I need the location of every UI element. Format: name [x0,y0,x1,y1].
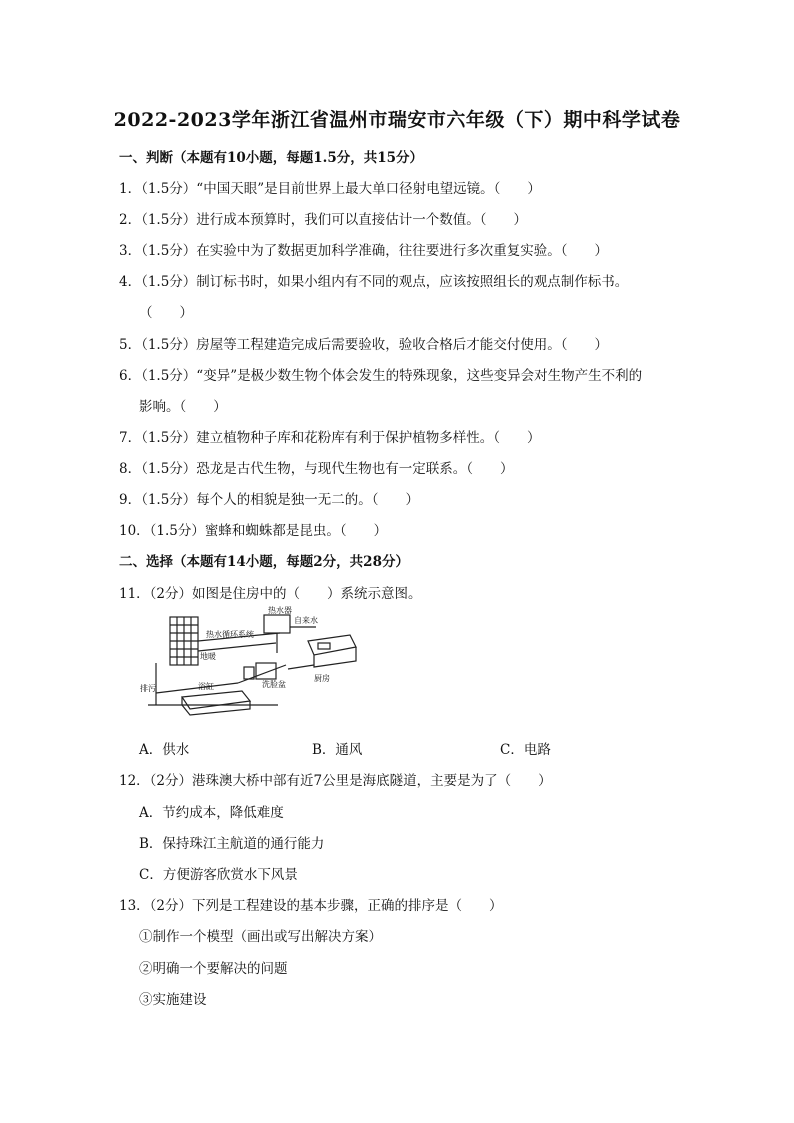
question-9: 9．（1.5分）每个人的相貌是独一无二的。（ ） [119,492,420,508]
label-floor: 地暖 [200,652,216,661]
question-4: 4．（1.5分）制订标书时，如果小组内有不同的观点，应该按照组长的观点制作标书。 [119,274,629,290]
question-1: 1．（1.5分）“中国天眼”是目前世界上最大单口径射电望远镜。（ ） [119,181,541,197]
label-drain: 排污 [140,684,156,693]
question-13: 13．（2分）下列是工程建设的基本步骤，正确的排序是（ ） [119,898,503,914]
question-6: 6．（1.5分）“变异”是极少数生物个体会发生的特殊现象，这些变异会对生物产生不利的 [119,368,643,384]
label-loop: 热水循环系统 [206,630,254,639]
q11-option-c: C．电路 [500,742,551,758]
question-2: 2．（1.5分）进行成本预算时，我们可以直接估计一个数值。（ ） [119,212,528,228]
question-7: 7．（1.5分）建立植物种子库和花粉库有利于保护植物多样性。（ ） [119,430,541,446]
section-heading-judge: 一、判断（本题有10小题，每题1.5分，共15分） [119,150,424,166]
question-10: 10．（1.5分）蜜蜂和蜘蛛都是昆虫。（ ） [119,523,388,539]
question-3: 3．（1.5分）在实验中为了数据更加科学准确，往往要进行多次重复实验。（ ） [119,243,609,259]
label-heater: 热水器 [268,606,292,615]
q11-option-a: A．供水 [139,742,190,758]
q12-option-a: A．节约成本，降低难度 [139,805,284,821]
q13-step-1: ①制作一个模型（画出或写出解决方案） [139,929,382,945]
label-sink: 洗脸盆 [262,680,286,689]
question-11: 11．（2分）如图是住房中的（ ）系统示意图。 [119,586,422,602]
page-title: 2022-2023学年浙江省温州市瑞安市六年级（下）期中科学试卷 [113,109,681,131]
q12-option-c: C．方便游客欣赏水下风景 [139,867,298,883]
house-water-system-diagram [138,605,362,733]
label-kitchen: 厨房 [314,674,330,683]
question-4-continued: （ ） [139,305,193,321]
q13-step-3: ③实施建设 [139,992,207,1008]
q13-step-2: ②明确一个要解决的问题 [139,961,288,977]
question-6-continued: 影响。（ ） [139,399,227,415]
label-bath: 浴缸 [198,682,214,691]
label-tap: 自来水 [294,616,318,625]
q11-option-b: B．通风 [312,742,363,758]
q12-option-b: B．保持珠江主航道的通行能力 [139,836,325,852]
section-heading-choice: 二、选择（本题有14小题，每题2分，共28分） [119,554,409,570]
question-8: 8．（1.5分）恐龙是古代生物，与现代生物也有一定联系。（ ） [119,461,514,477]
question-5: 5．（1.5分）房屋等工程建造完成后需要验收，验收合格后才能交付使用。（ ） [119,337,609,353]
question-12: 12．（2分）港珠澳大桥中部有近7公里是海底隧道，主要是为了（ ） [119,773,552,789]
